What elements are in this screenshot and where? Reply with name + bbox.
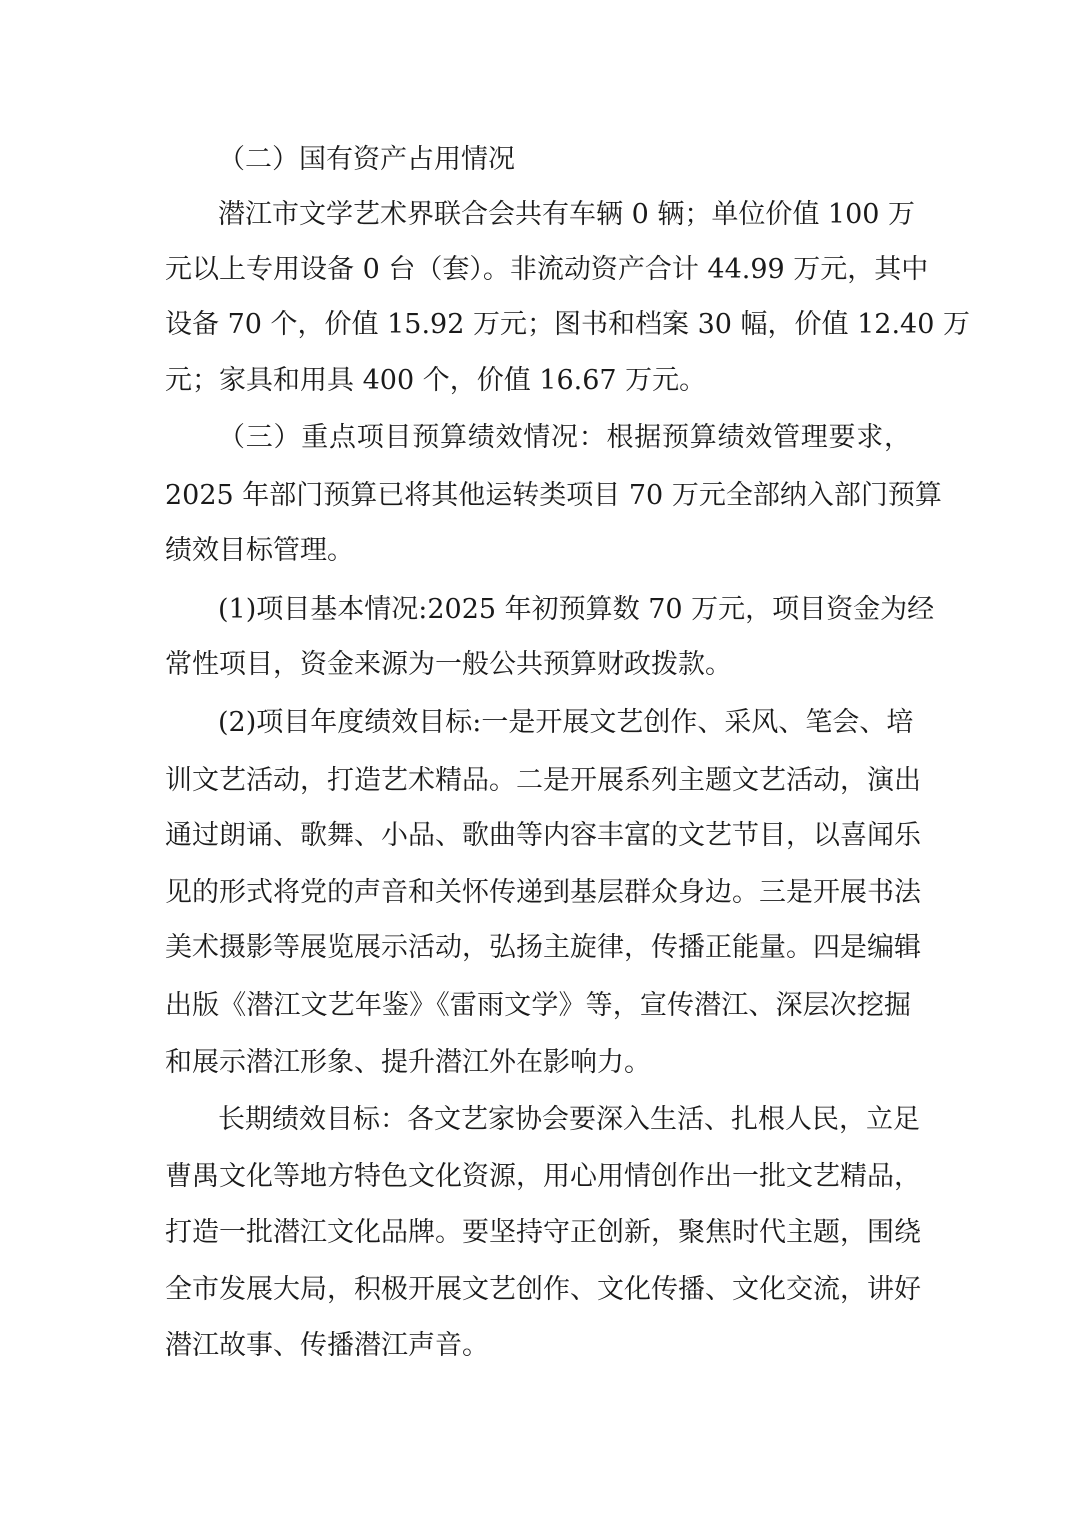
paragraph-longterm-line-2: 曹禺文化等地方特色文化资源，用心用情创作出一批文艺精品， <box>165 1161 921 1192</box>
paragraph-longterm-line-4: 全市发展大局，积极开展文艺创作、文化传播、文化交流，讲好 <box>165 1274 921 1305</box>
paragraph-budget-line-1: （三）重点项目预算绩效情况：根据预算绩效管理要求， <box>218 422 911 453</box>
paragraph-goal-line-6: 出版《潜江文艺年鉴》《雷雨文学》等，宣传潜江、深层次挖掘 <box>165 990 911 1021</box>
paragraph-longterm-line-5: 潜江故事、传播潜江声音。 <box>165 1330 489 1361</box>
paragraph-assets-line-1: 潜江市文学艺术界联合会共有车辆 0 辆；单位价值 100 万 <box>218 199 916 230</box>
paragraph-assets-line-3: 设备 70 个，价值 15.92 万元；图书和档案 30 幅，价值 12.40 万 <box>165 309 970 340</box>
paragraph-goal-line-5: 美术摄影等展览展示活动，弘扬主旋律，传播正能量。四是编辑 <box>165 932 921 963</box>
paragraph-goal-line-3: 通过朗诵、歌舞、小品、歌曲等内容丰富的文艺节目，以喜闻乐 <box>165 820 921 851</box>
paragraph-assets-line-4: 元；家具和用具 400 个，价值 16.67 万元。 <box>165 365 707 396</box>
paragraph-longterm-line-3: 打造一批潜江文化品牌。要坚持守正创新，聚焦时代主题，围绕 <box>165 1217 921 1248</box>
paragraph-basic-line-1: (1)项目基本情况:2025 年初预算数 70 万元，项目资金为经 <box>218 594 935 625</box>
paragraph-goal-line-4: 见的形式将党的声音和关怀传递到基层群众身边。三是开展书法 <box>165 877 921 908</box>
paragraph-longterm-line-1: 长期绩效目标：各文艺家协会要深入生活、扎根人民，立足 <box>218 1104 920 1135</box>
paragraph-goal-line-1: (2)项目年度绩效目标:一是开展文艺创作、采风、笔会、培 <box>218 707 914 738</box>
paragraph-basic-line-2: 常性项目，资金来源为一般公共预算财政拨款。 <box>165 649 732 680</box>
section-heading-state-assets: （二）国有资产占用情况 <box>218 144 515 175</box>
paragraph-goal-line-2: 训文艺活动，打造艺术精品。二是开展系列主题文艺活动，演出 <box>165 765 921 796</box>
paragraph-budget-line-2: 2025 年部门预算已将其他运转类项目 70 万元全部纳入部门预算 <box>165 480 942 511</box>
paragraph-budget-line-3: 绩效目标管理。 <box>165 535 354 566</box>
paragraph-assets-line-2: 元以上专用设备 0 台（套）。非流动资产合计 44.99 万元，其中 <box>165 254 929 285</box>
paragraph-goal-line-7: 和展示潜江形象、提升潜江外在影响力。 <box>165 1047 651 1078</box>
